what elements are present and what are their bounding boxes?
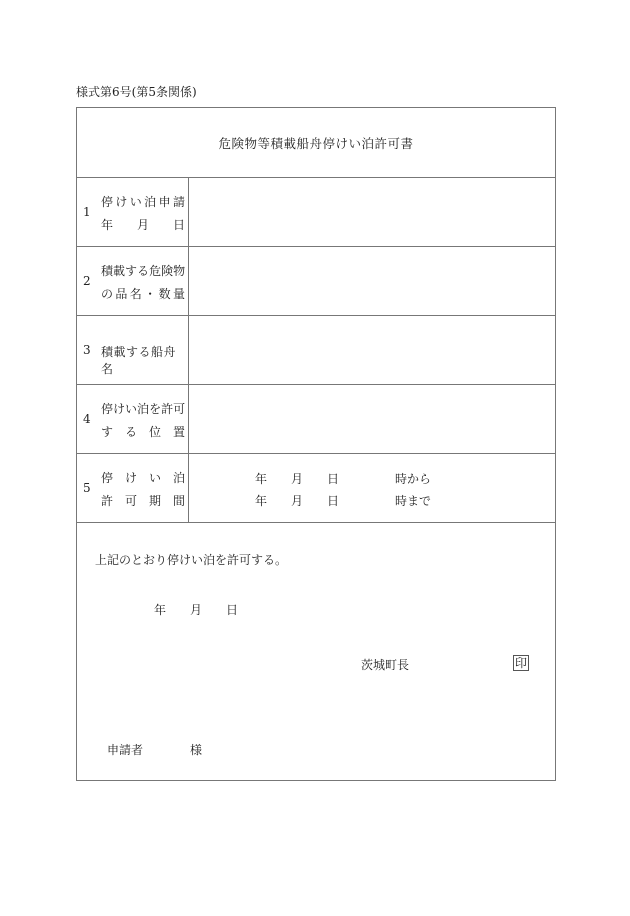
from-month: 月 bbox=[291, 472, 304, 486]
char: 請 bbox=[172, 195, 185, 209]
char: い bbox=[129, 195, 142, 209]
char: 位 bbox=[148, 425, 161, 439]
document-title: 危険物等積載船舟停けい泊許可書 bbox=[218, 135, 414, 151]
char: 停 bbox=[101, 195, 114, 209]
row-label-line1 bbox=[101, 193, 185, 210]
issue-month: 月 bbox=[190, 603, 203, 617]
char: 量 bbox=[172, 287, 185, 301]
char: い bbox=[125, 402, 138, 416]
row-mooring-position bbox=[77, 385, 555, 454]
char: 泊 bbox=[172, 471, 185, 485]
row-label-line2 bbox=[101, 285, 185, 302]
char: 可 bbox=[124, 494, 137, 508]
char: 険 bbox=[161, 264, 174, 278]
row-number: 5 bbox=[83, 481, 91, 495]
application-date-field[interactable] bbox=[189, 178, 555, 246]
row-number: 3 bbox=[83, 343, 91, 357]
char: 危 bbox=[149, 264, 162, 278]
char: 品 bbox=[115, 287, 128, 301]
char: 間 bbox=[172, 494, 185, 508]
char: 泊 bbox=[144, 195, 157, 209]
issue-year: 年 bbox=[154, 603, 167, 617]
char: 月 bbox=[136, 218, 149, 232]
char: る bbox=[124, 425, 137, 439]
row-label-line2 bbox=[101, 216, 185, 233]
char: け bbox=[124, 471, 137, 485]
char: す bbox=[101, 425, 114, 439]
char: 日 bbox=[172, 218, 185, 232]
char: け bbox=[115, 195, 128, 209]
row-label: 積載する船舟名 bbox=[101, 345, 177, 376]
to-year: 年 bbox=[255, 494, 268, 508]
vessel-name-field[interactable] bbox=[189, 316, 555, 384]
row-label-line2 bbox=[101, 423, 185, 440]
row-label-line1 bbox=[101, 262, 185, 279]
char: け bbox=[113, 402, 126, 416]
char: の bbox=[101, 287, 114, 301]
char: 名 bbox=[129, 287, 142, 301]
char: 期 bbox=[148, 494, 161, 508]
from-time: 時から bbox=[395, 472, 432, 486]
char: 可 bbox=[173, 402, 186, 416]
approval-section bbox=[77, 523, 555, 781]
row-dangerous-goods bbox=[77, 247, 555, 316]
permit-form-table bbox=[76, 107, 556, 781]
char: 年 bbox=[101, 218, 114, 232]
permit-period-field[interactable] bbox=[189, 454, 555, 522]
label-cell bbox=[77, 178, 189, 246]
mooring-position-field[interactable] bbox=[189, 385, 555, 453]
issuer-name: 茨城町長 bbox=[361, 658, 410, 672]
char: 泊 bbox=[137, 402, 150, 416]
form-number-label: 様式第6号(第5条関係) bbox=[76, 85, 197, 99]
row-label-line2 bbox=[101, 492, 185, 509]
char: 申 bbox=[158, 195, 171, 209]
issue-day: 日 bbox=[226, 603, 239, 617]
from-day: 日 bbox=[327, 472, 340, 486]
title-row bbox=[77, 108, 555, 178]
applicant-suffix: 様 bbox=[190, 743, 203, 757]
row-vessel-name bbox=[77, 316, 555, 385]
char: い bbox=[148, 471, 161, 485]
row-number: 4 bbox=[83, 412, 91, 426]
to-time: 時まで bbox=[395, 494, 432, 508]
char: す bbox=[125, 264, 138, 278]
to-month: 月 bbox=[291, 494, 304, 508]
label-cell bbox=[77, 454, 189, 522]
row-permit-period bbox=[77, 454, 555, 523]
char: 置 bbox=[172, 425, 185, 439]
char: 停 bbox=[101, 402, 114, 416]
char: 停 bbox=[101, 471, 114, 485]
label-cell bbox=[77, 385, 189, 453]
applicant-label: 申請者 bbox=[107, 743, 144, 757]
row-number: 2 bbox=[83, 274, 91, 288]
char: ・ bbox=[144, 287, 157, 301]
char: 許 bbox=[161, 402, 174, 416]
char: 積 bbox=[101, 264, 114, 278]
label-cell bbox=[77, 316, 189, 384]
dangerous-goods-field[interactable] bbox=[189, 247, 555, 315]
row-number: 1 bbox=[83, 205, 91, 219]
char: 許 bbox=[101, 494, 114, 508]
seal-mark: 印 bbox=[515, 656, 528, 670]
char: る bbox=[137, 264, 150, 278]
row-label-line1 bbox=[101, 469, 185, 486]
row-label-line1 bbox=[101, 400, 185, 417]
char: 物 bbox=[173, 264, 186, 278]
to-day: 日 bbox=[327, 494, 340, 508]
label-cell bbox=[77, 247, 189, 315]
row-application-date bbox=[77, 178, 555, 247]
char: を bbox=[149, 402, 162, 416]
char: 数 bbox=[158, 287, 171, 301]
approval-statement: 上記のとおり停けい泊を許可する。 bbox=[95, 553, 288, 567]
from-year: 年 bbox=[255, 472, 268, 486]
char: 載 bbox=[113, 264, 126, 278]
